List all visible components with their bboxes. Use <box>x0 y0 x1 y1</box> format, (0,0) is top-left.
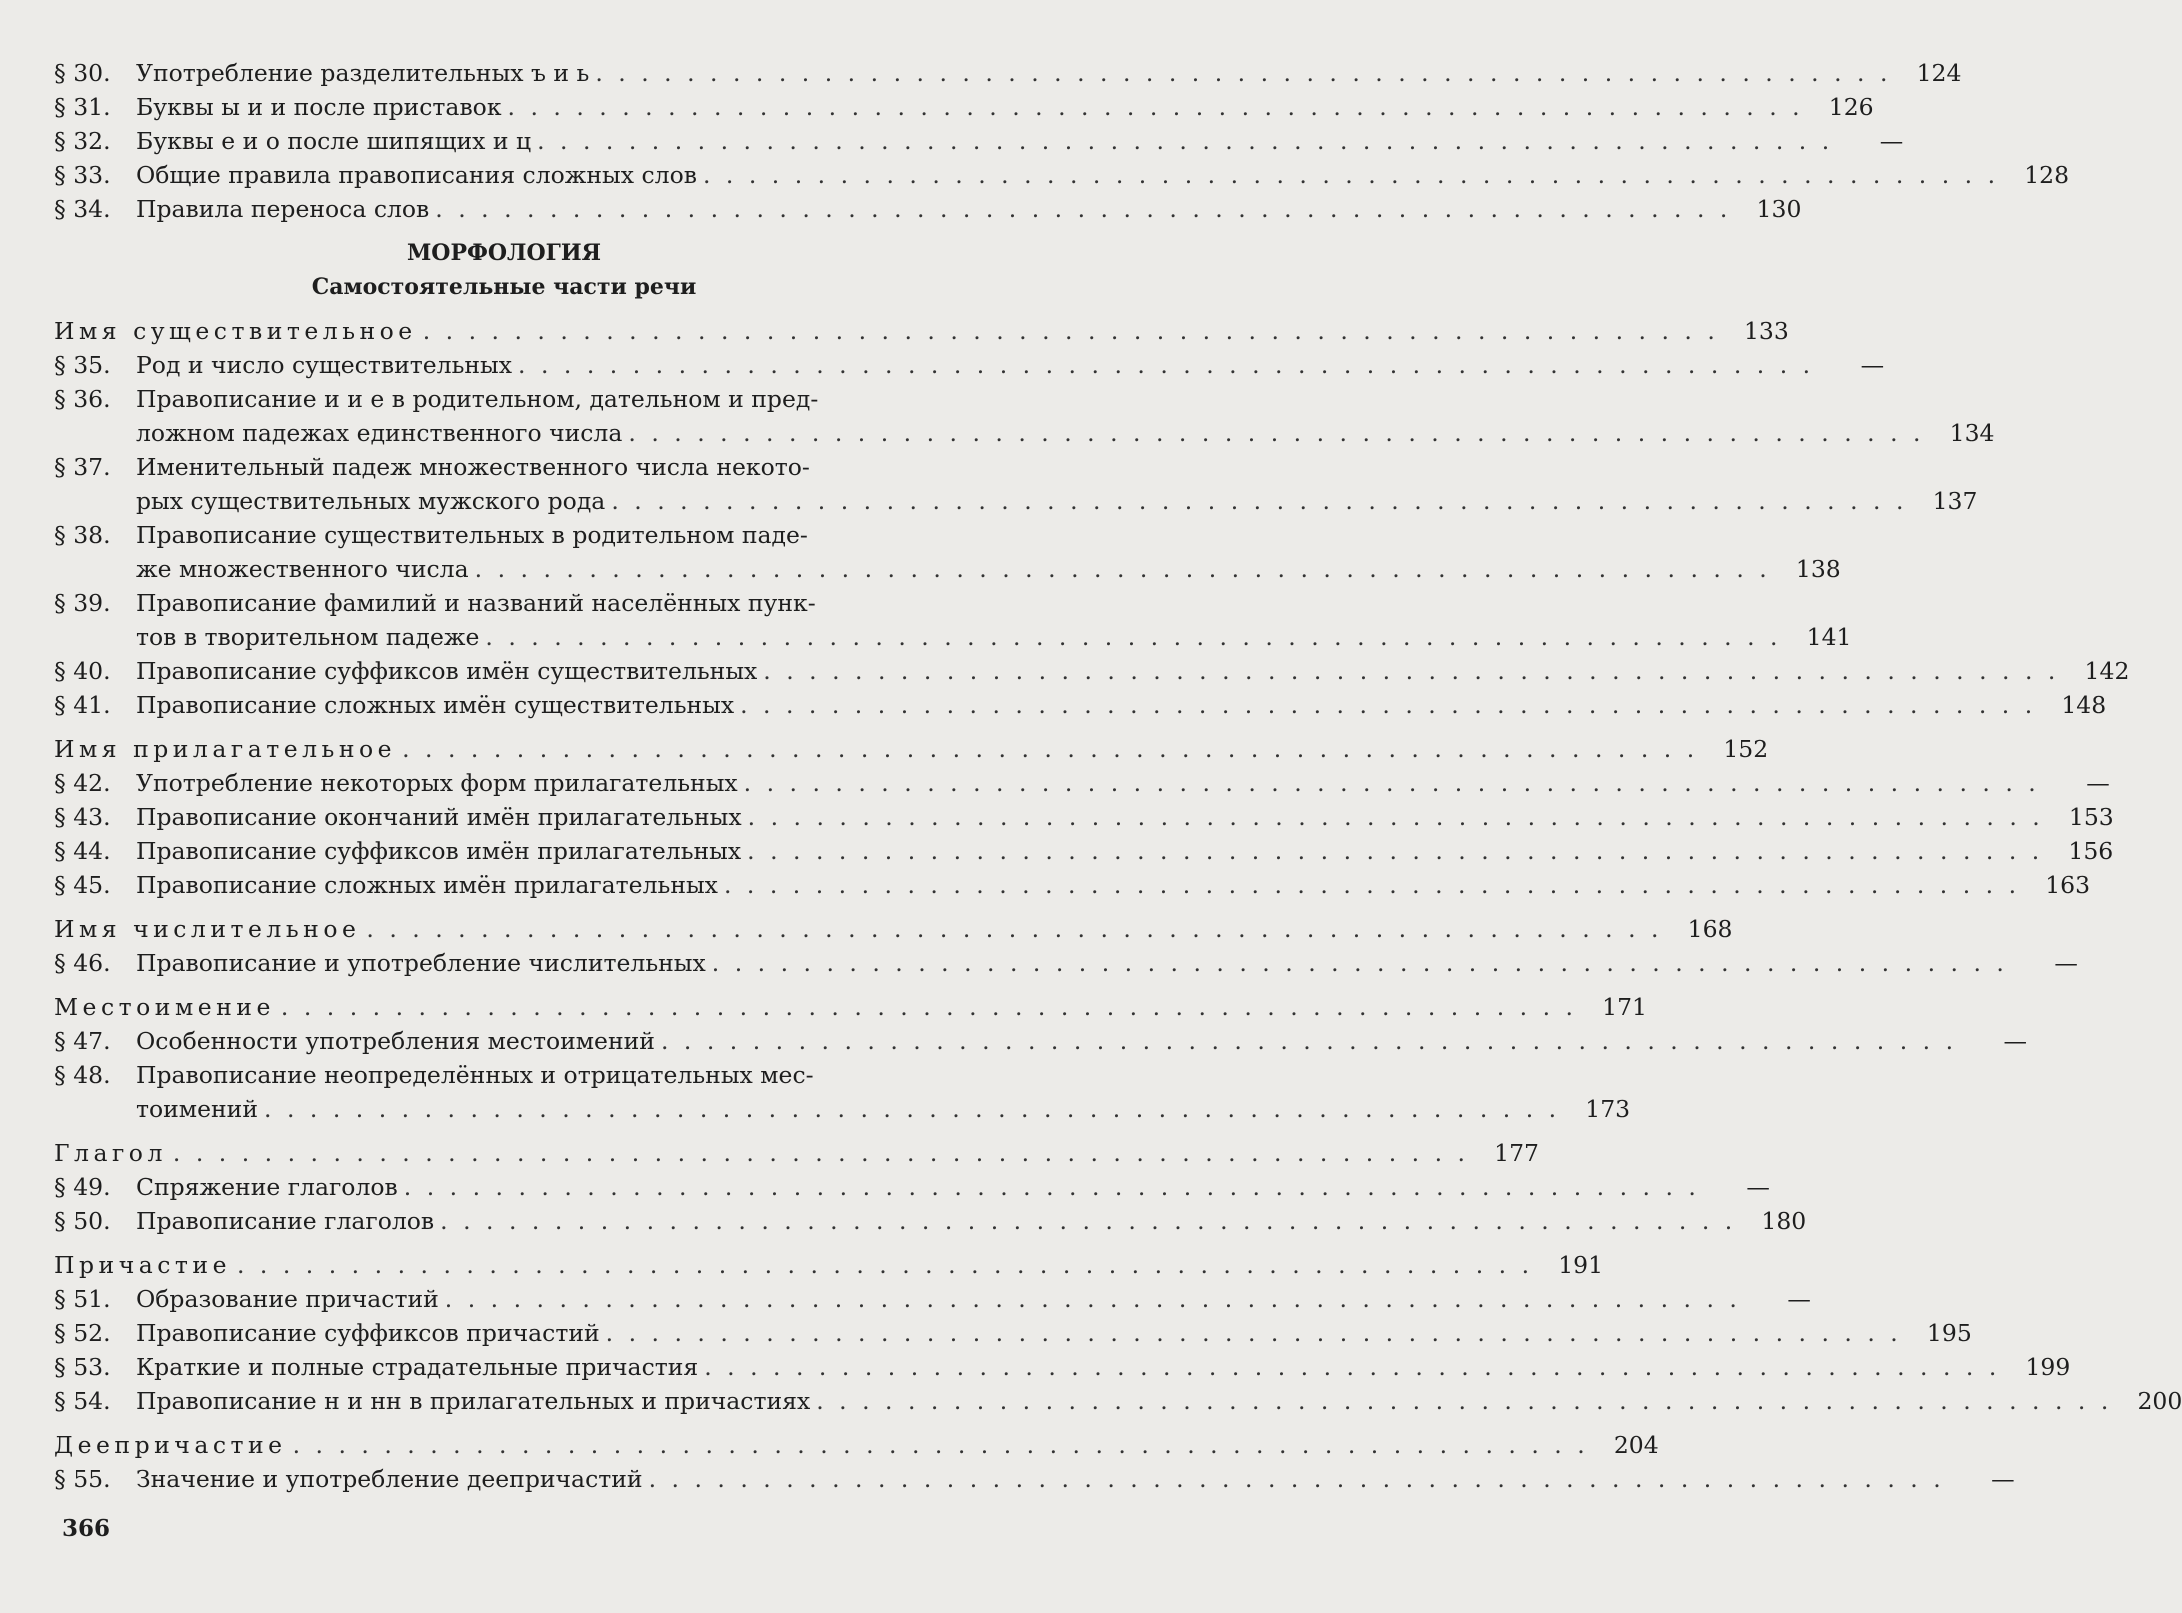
entry-body <box>136 1170 1770 1204</box>
page-ref: 133 <box>1743 317 1789 345</box>
entry-line <box>136 1170 1770 1204</box>
toc-entry <box>54 56 1962 90</box>
entry-body <box>136 382 1994 450</box>
entry-title: Употребление некоторых форм прилагательных <box>136 769 738 797</box>
dot-leader: . . . . . . . . . . . . . . . . . . . . . . . . . . . . . . . . . . . . . . . . . . . . . . . . . . . . . . . . . <box>648 1465 1945 1493</box>
entry-body <box>136 56 1961 90</box>
entry-title: Общие правила правописания сложных слов <box>136 161 697 189</box>
entry-line <box>136 688 2106 722</box>
entry-body <box>54 732 1768 766</box>
entry-line <box>136 382 1994 416</box>
entry-body <box>136 124 1903 158</box>
entry-title: Буквы е и о после шипящих и ц <box>136 127 532 155</box>
entry-body <box>136 1024 2027 1058</box>
heading-title: Имя существительное <box>54 317 417 345</box>
entry-title: Значение и употребление деепричастий <box>136 1465 643 1493</box>
page-ref: 124 <box>1916 59 1962 87</box>
entry-body <box>136 834 2113 868</box>
section-number: § 34. <box>54 195 111 223</box>
entry-title: Именительный падеж множественного числа некото- <box>136 453 810 481</box>
entry-body <box>136 1316 1972 1350</box>
entry-body <box>136 450 1977 518</box>
toc-entry <box>54 90 1874 124</box>
entry-line <box>136 1462 2015 1496</box>
entry-line <box>54 732 1768 766</box>
entry-body <box>136 654 2129 688</box>
dot-leader: . . . . . . . . . . . . . . . . . . . . . . . . . . . . . . . . . . . . . . . . . . . . . . . . . . . . . . . . . <box>711 949 2008 977</box>
entry-line <box>136 1204 1806 1238</box>
page-ref: 180 <box>1761 1207 1807 1235</box>
dot-leader: . . . . . . . . . . . . . . . . . . . . . . . . . . . . . . . . . . . . . . . . . . . . . . . . . . . . . . . . . <box>507 93 1804 121</box>
heading-title: Деепричастие <box>54 1431 287 1459</box>
entry-title: Род и число существительных <box>136 351 512 379</box>
entry-title: Правописание суффиксов имён существительных <box>136 657 758 685</box>
heading-title: Имя прилагательное <box>54 735 397 763</box>
entry-title: Образование причастий <box>136 1285 439 1313</box>
entry-line <box>136 1316 1972 1350</box>
dot-leader: . . . . . . . . . . . . . . . . . . . . . . . . . . . . . . . . . . . . . . . . . . . . . . . . . . . . . . . . . <box>292 1431 1589 1459</box>
entry-body <box>136 192 1801 226</box>
section-number: § 52. <box>54 1319 111 1347</box>
entry-body <box>54 912 1732 946</box>
dot-leader: . . . . . . . . . . . . . . . . . . . . . . . . . . . . . . . . . . . . . . . . . . . . . . . . . . . . . . . . . <box>402 735 1699 763</box>
toc-entry <box>54 1316 1972 1350</box>
entry-line <box>136 416 1994 450</box>
page-ref: 134 <box>1949 419 1995 447</box>
toc-entry <box>54 654 2130 688</box>
entry-line <box>54 1248 1603 1282</box>
toc-entry <box>54 348 1885 382</box>
entry-line <box>54 1136 1539 1170</box>
entry-title: Буквы ы и и после приставок <box>136 93 502 121</box>
page-ref: 153 <box>2068 803 2114 831</box>
entry-body <box>54 1248 1603 1282</box>
page-ref: 148 <box>2061 691 2107 719</box>
toc-entry <box>54 124 1904 158</box>
page-ref: — <box>2086 769 2110 797</box>
dot-leader: . . . . . . . . . . . . . . . . . . . . . . . . . . . . . . . . . . . . . . . . . . . . . . . . . . . . . . . . . <box>444 1285 1741 1313</box>
page-ref: — <box>1860 351 1885 379</box>
page-ref: 141 <box>1806 623 1852 651</box>
page-ref: 126 <box>1828 93 1874 121</box>
entry-title: Употребление разделительных ъ и ь <box>136 59 590 87</box>
toc-entry <box>54 192 1802 226</box>
dot-leader: . . . . . . . . . . . . . . . . . . . . . . . . . . . . . . . . . . . . . . . . . . . . . . . . . . . . . . . . . <box>403 1173 1700 1201</box>
entry-title: Правописание глаголов <box>136 1207 435 1235</box>
section-number: § 51. <box>54 1285 111 1313</box>
page-ref: 137 <box>1932 487 1978 515</box>
entry-body <box>136 1058 1630 1126</box>
toc-entry <box>54 518 1841 586</box>
toc-entry <box>54 1058 1631 1126</box>
entry-title: Особенности употребления местоимений <box>136 1027 655 1055</box>
entry-title: тоимений <box>136 1095 258 1123</box>
page-ref: 156 <box>2068 837 2114 865</box>
section-number: § 44. <box>54 837 111 865</box>
heading-title: Имя числительное <box>54 915 361 943</box>
section-subtitle: Самостоятельные части речи <box>311 274 697 300</box>
entry-line <box>136 1024 2027 1058</box>
entry-title: Правила переноса слов <box>136 195 430 223</box>
part-of-speech-heading <box>54 314 1789 348</box>
entry-body <box>136 158 2069 192</box>
entry-title: Правописание окончаний имён прилагательных <box>136 803 742 831</box>
entry-body <box>136 90 1874 124</box>
entry-body <box>136 1462 2015 1496</box>
dot-leader: . . . . . . . . . . . . . . . . . . . . . . . . . . . . . . . . . . . . . . . . . . . . . . . . . . . . . . . . . <box>628 419 1925 447</box>
section-number: § 54. <box>54 1387 111 1415</box>
toc-entry <box>54 800 2114 834</box>
entry-body <box>136 1204 1806 1238</box>
section-number: § 47. <box>54 1027 111 1055</box>
dot-leader: . . . . . . . . . . . . . . . . . . . . . . . . . . . . . . . . . . . . . . . . . . . . . . . . . . . . . . . . . <box>595 59 1892 87</box>
entry-line <box>54 912 1732 946</box>
dot-leader: . . . . . . . . . . . . . . . . . . . . . . . . . . . . . . . . . . . . . . . . . . . . . . . . . . . . . . . . . <box>743 769 2040 797</box>
entry-title: рых существительных мужского рода <box>136 487 606 515</box>
dot-leader: . . . . . . . . . . . . . . . . . . . . . . . . . . . . . . . . . . . . . . . . . . . . . . . . . . . . . . . . . <box>280 993 1577 1021</box>
part-of-speech-heading <box>54 1428 1659 1462</box>
dot-leader: . . . . . . . . . . . . . . . . . . . . . . . . . . . . . . . . . . . . . . . . . . . . . . . . . . . . . . . . . <box>747 837 2044 865</box>
entry-body <box>136 518 1841 586</box>
dot-leader: . . . . . . . . . . . . . . . . . . . . . . . . . . . . . . . . . . . . . . . . . . . . . . . . . . . . . . . . . <box>537 127 1834 155</box>
dot-leader: . . . . . . . . . . . . . . . . . . . . . . . . . . . . . . . . . . . . . . . . . . . . . . . . . . . . . . . . . <box>611 487 1908 515</box>
entry-title: Правописание суффиксов причастий <box>136 1319 600 1347</box>
entry-body <box>136 1282 1811 1316</box>
entry-title: Правописание сложных имён прилагательных <box>136 871 718 899</box>
page-ref: 195 <box>1926 1319 1972 1347</box>
page-ref: 191 <box>1558 1251 1604 1279</box>
section-number: § 41. <box>54 691 111 719</box>
page-ref: — <box>2003 1027 2028 1055</box>
section-number: § 53. <box>54 1353 111 1381</box>
part-of-speech-heading <box>54 732 1769 766</box>
toc-entry <box>54 766 2110 800</box>
part-of-speech-heading <box>54 990 1647 1024</box>
dot-leader: . . . . . . . . . . . . . . . . . . . . . . . . . . . . . . . . . . . . . . . . . . . . . . . . . . . . . . . . . <box>816 1387 2113 1415</box>
toc-entry <box>54 1384 2182 1418</box>
entry-body <box>54 990 1647 1024</box>
page-ref: — <box>2054 949 2078 977</box>
section-number: § 38. <box>54 521 111 549</box>
entry-title: же множественного числа <box>136 555 469 583</box>
section-number: § 30. <box>54 59 111 87</box>
dot-leader: . . . . . . . . . . . . . . . . . . . . . . . . . . . . . . . . . . . . . . . . . . . . . . . . . . . . . . . . . <box>485 623 1782 651</box>
entry-line <box>136 484 1977 518</box>
section-number: § 33. <box>54 161 111 189</box>
page-ref: — <box>1787 1285 1811 1313</box>
dot-leader: . . . . . . . . . . . . . . . . . . . . . . . . . . . . . . . . . . . . . . . . . . . . . . . . . . . . . . . . . <box>605 1319 1902 1347</box>
dot-leader: . . . . . . . . . . . . . . . . . . . . . . . . . . . . . . . . . . . . . . . . . . . . . . . . . . . . . . . . . <box>236 1251 1534 1279</box>
section-number: § 46. <box>54 949 111 977</box>
dot-leader: . . . . . . . . . . . . . . . . . . . . . . . . . . . . . . . . . . . . . . . . . . . . . . . . . . . . . . . . . <box>704 1353 2001 1381</box>
entry-line <box>136 518 1841 552</box>
toc-entry <box>54 1282 1811 1316</box>
entry-line <box>136 192 1801 226</box>
section-number: § 45. <box>54 871 111 899</box>
entry-line <box>54 1428 1659 1462</box>
page-ref: 177 <box>1494 1139 1539 1167</box>
heading-title: Глагол <box>54 1139 167 1167</box>
page-ref: 171 <box>1602 993 1647 1021</box>
entry-line <box>136 348 1884 382</box>
entry-line <box>136 586 1852 620</box>
dot-leader: . . . . . . . . . . . . . . . . . . . . . . . . . . . . . . . . . . . . . . . . . . . . . . . . . . . . . . . . . <box>366 915 1663 943</box>
entry-body <box>136 800 2114 834</box>
part-of-speech-heading <box>54 1248 1604 1282</box>
toc-entry <box>54 450 1978 518</box>
entry-line <box>54 314 1789 348</box>
entry-body <box>136 1350 2070 1384</box>
entry-title: Правописание н и нн в прилагательных и причастиях <box>136 1387 811 1415</box>
entry-line <box>136 56 1961 90</box>
page-ref: — <box>1879 127 1904 155</box>
section-number: § 43. <box>54 803 111 831</box>
entry-title: Правописание существительных в родительном паде- <box>136 521 808 549</box>
section-number: § 50. <box>54 1207 111 1235</box>
entry-title: Спряжение глаголов <box>136 1173 398 1201</box>
entry-body <box>54 314 1789 348</box>
page-ref: 142 <box>2084 657 2130 685</box>
entry-title: Правописание сложных имён существительных <box>136 691 735 719</box>
section-number: § 36. <box>54 385 111 413</box>
page-ref: 128 <box>2024 161 2070 189</box>
entry-body <box>136 1384 2182 1418</box>
entry-title: ложном падежах единственного числа <box>136 419 623 447</box>
section-number: § 42. <box>54 769 111 797</box>
dot-leader: . . . . . . . . . . . . . . . . . . . . . . . . . . . . . . . . . . . . . . . . . . . . . . . . . . . . . . . . . <box>172 1139 1469 1167</box>
entry-title: Правописание суффиксов имён прилагательных <box>136 837 742 865</box>
entry-line <box>136 620 1852 654</box>
section-number: § 49. <box>54 1173 111 1201</box>
entry-title: Правописание и и е в родительном, дательном и пред- <box>136 385 819 413</box>
section-number: § 31. <box>54 93 111 121</box>
entry-title: тов в творительном падеже <box>136 623 480 651</box>
heading-title: Причастие <box>54 1251 231 1279</box>
page-ref: — <box>1746 1173 1770 1201</box>
dot-leader: . . . . . . . . . . . . . . . . . . . . . . . . . . . . . . . . . . . . . . . . . . . . . . . . . . . . . . . . . <box>440 1207 1737 1235</box>
entry-title: Правописание неопределённых и отрицательных мес- <box>136 1061 814 1089</box>
page-number: 366 <box>62 1515 111 1542</box>
section-number: § 48. <box>54 1061 111 1089</box>
dot-leader: . . . . . . . . . . . . . . . . . . . . . . . . . . . . . . . . . . . . . . . . . . . . . . . . . . . . . . . . . <box>474 555 1771 583</box>
toc-entry <box>54 1024 2028 1058</box>
entry-title: Правописание фамилий и названий населённых пунк- <box>136 589 816 617</box>
entry-line <box>136 158 2069 192</box>
entry-line <box>136 1092 1630 1126</box>
section-number: § 35. <box>54 351 111 379</box>
dot-leader: . . . . . . . . . . . . . . . . . . . . . . . . . . . . . . . . . . . . . . . . . . . . . . . . . . . . . . . . . <box>740 691 2037 719</box>
toc-entry <box>54 946 2078 980</box>
page-ref: 152 <box>1723 735 1769 763</box>
entry-body <box>136 868 2090 902</box>
page-ref: 204 <box>1613 1431 1659 1459</box>
toc-entry <box>54 586 1852 654</box>
dot-leader: . . . . . . . . . . . . . . . . . . . . . . . . . . . . . . . . . . . . . . . . . . . . . . . . . . . . . . . . . <box>264 1095 1561 1123</box>
dot-leader: . . . . . . . . . . . . . . . . . . . . . . . . . . . . . . . . . . . . . . . . . . . . . . . . . . . . . . . . . <box>435 195 1732 223</box>
entry-line <box>136 124 1903 158</box>
section-number: § 55. <box>54 1465 111 1493</box>
entry-line <box>136 1350 2070 1384</box>
entry-line <box>136 766 2110 800</box>
entry-body <box>136 766 2110 800</box>
dot-leader: . . . . . . . . . . . . . . . . . . . . . . . . . . . . . . . . . . . . . . . . . . . . . . . . . . . . . . . . . <box>763 657 2060 685</box>
entry-body <box>136 688 2106 722</box>
page-ref: 168 <box>1687 915 1733 943</box>
page-ref: 163 <box>2045 871 2091 899</box>
toc-entry <box>54 868 2091 902</box>
entry-line <box>136 90 1874 124</box>
dot-leader: . . . . . . . . . . . . . . . . . . . . . . . . . . . . . . . . . . . . . . . . . . . . . . . . . . . . . . . . . <box>660 1027 1958 1055</box>
entry-body <box>54 1136 1539 1170</box>
dot-leader: . . . . . . . . . . . . . . . . . . . . . . . . . . . . . . . . . . . . . . . . . . . . . . . . . . . . . . . . . <box>518 351 1815 379</box>
toc-entry <box>54 158 2070 192</box>
dot-leader: . . . . . . . . . . . . . . . . . . . . . . . . . . . . . . . . . . . . . . . . . . . . . . . . . . . . . . . . . <box>723 871 2021 899</box>
entry-line <box>136 654 2129 688</box>
dot-leader: . . . . . . . . . . . . . . . . . . . . . . . . . . . . . . . . . . . . . . . . . . . . . . . . . . . . . . . . . <box>422 317 1719 345</box>
section-title: МОРФОЛОГИЯ <box>406 240 602 266</box>
page-ref: — <box>1991 1465 2015 1493</box>
entry-body <box>136 586 1852 654</box>
entry-line <box>136 1282 1811 1316</box>
entry-body <box>136 946 2078 980</box>
toc-entry <box>54 688 2107 722</box>
page-ref: 200 <box>2137 1387 2182 1415</box>
page-ref: 138 <box>1795 555 1841 583</box>
dot-leader: . . . . . . . . . . . . . . . . . . . . . . . . . . . . . . . . . . . . . . . . . . . . . . . . . . . . . . . . . <box>747 803 2044 831</box>
toc-entry <box>54 1462 2015 1496</box>
entry-line <box>136 834 2113 868</box>
entry-line <box>54 990 1647 1024</box>
table-of-contents <box>54 56 2182 1496</box>
page-ref: 130 <box>1756 195 1802 223</box>
dot-leader: . . . . . . . . . . . . . . . . . . . . . . . . . . . . . . . . . . . . . . . . . . . . . . . . . . . . . . . . . <box>702 161 2000 189</box>
entry-body <box>136 348 1884 382</box>
page-ref: 173 <box>1585 1095 1631 1123</box>
toc-entry <box>54 1170 1770 1204</box>
toc-entry <box>54 1204 1807 1238</box>
toc-entry <box>54 382 1995 450</box>
entry-line <box>136 450 1977 484</box>
section-number: § 37. <box>54 453 111 481</box>
part-of-speech-heading <box>54 912 1733 946</box>
entry-body <box>54 1428 1659 1462</box>
entry-title: Краткие и полные страдательные причастия <box>136 1353 699 1381</box>
entry-title: Правописание и употребление числительных <box>136 949 706 977</box>
page-ref: 199 <box>2025 1353 2071 1381</box>
entry-line <box>136 946 2078 980</box>
part-of-speech-heading <box>54 1136 1539 1170</box>
section-number: § 40. <box>54 657 111 685</box>
toc-entry <box>54 834 2114 868</box>
entry-line <box>136 552 1841 586</box>
toc-entry <box>54 1350 2071 1384</box>
section-number: § 32. <box>54 127 111 155</box>
entry-line <box>136 868 2090 902</box>
entry-line <box>136 800 2114 834</box>
section-number: § 39. <box>54 589 111 617</box>
entry-line <box>136 1058 1630 1092</box>
heading-title: Местоимение <box>54 993 275 1021</box>
entry-line <box>136 1384 2182 1418</box>
